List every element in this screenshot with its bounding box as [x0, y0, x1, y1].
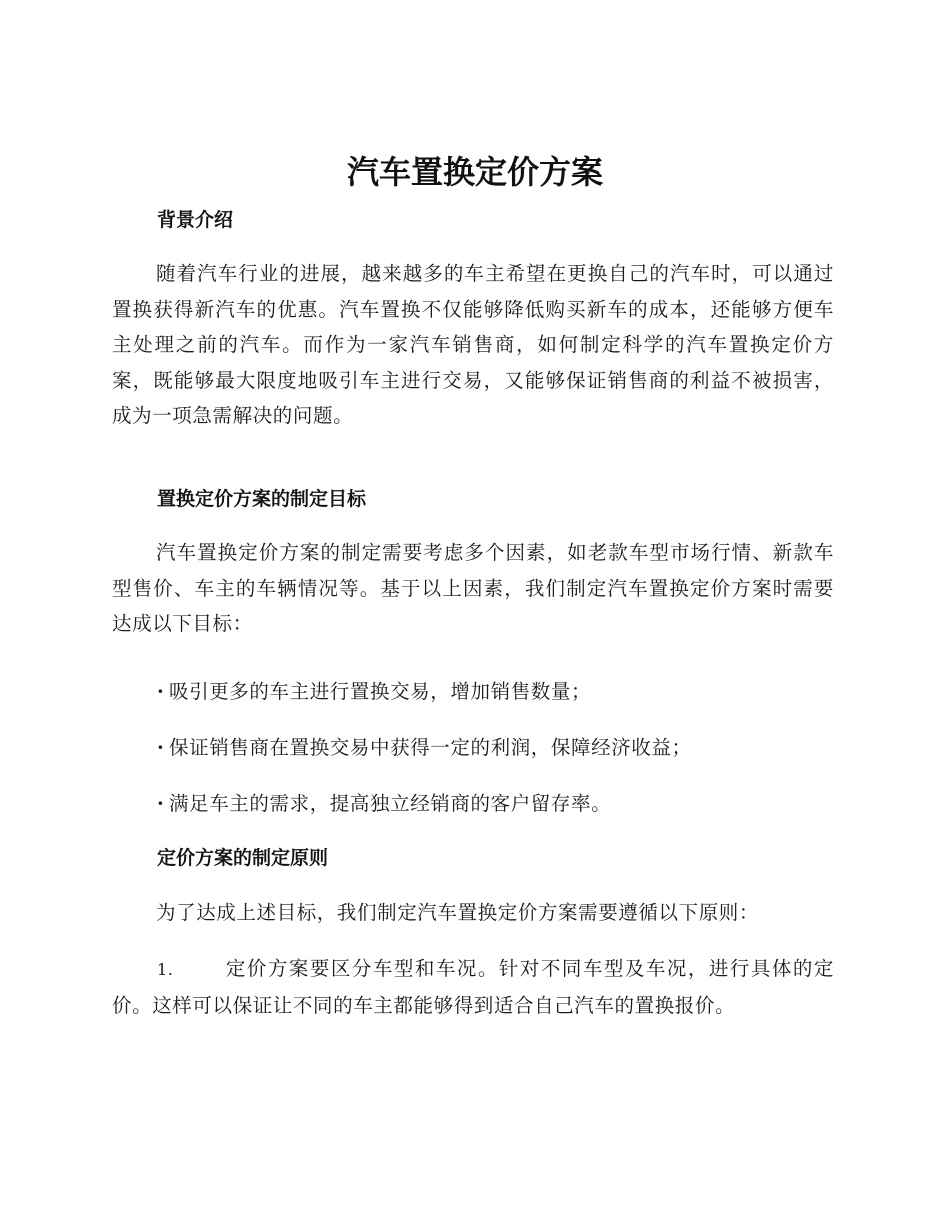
goal-bullet-item — [157, 733, 837, 763]
principle-numbered-item — [112, 951, 834, 1023]
bullet-dot: · — [157, 736, 165, 759]
principle-number: 1. — [157, 960, 174, 979]
goal-bullet-text: 吸引更多的车主进行置换交易，增加销售数量； — [169, 680, 592, 703]
goal-bullet-item — [157, 677, 837, 707]
document-title: 汽车置换定价方案 — [346, 153, 603, 191]
section-heading-principles: 定价方案的制定原则 — [157, 847, 329, 869]
goal-bullet-text: 满足车主的需求，提高独立经销商的客户留存率。 — [169, 792, 612, 815]
bullet-dot: · — [157, 792, 165, 815]
principle-text: 定价方案要区分车型和车况。针对不同车型及车况，进行具体的定价。这样可以保证让不同的车主都能够得到适合自己汽车的置换报价。 — [112, 957, 834, 1017]
goals-paragraph: 汽车置换定价方案的制定需要考虑多个因素，如老款车型市场行情、新款车型售价、车主的车辆情况等。基于以上因素，我们制定汽车置换定价方案时需要达成以下目标： — [112, 541, 834, 635]
background-paragraph: 随着汽车行业的进展，越来越多的车主希望在更换自己的汽车时，可以通过置换获得新汽车的优惠。汽车置换不仅能够降低购买新车的成本，还能够方便车主处理之前的汽车。而作为一家汽车销售商，如何制定科学的汽车置换定价方案，既能够最大限度地吸引车主进行交易，又能够保证销售商的利益不被损害，成为一项急需解决的问题。 — [112, 262, 834, 427]
section-heading-goals: 置换定价方案的制定目标 — [157, 488, 367, 510]
section-heading-background: 背景介绍 — [157, 209, 234, 231]
bullet-dot: · — [157, 680, 165, 703]
goal-bullet-text: 保证销售商在置换交易中获得一定的利润，保障经济收益； — [169, 736, 692, 759]
goal-bullet-item — [157, 789, 837, 819]
principles-paragraph: 为了达成上述目标，我们制定汽车置换定价方案需要遵循以下原则： — [156, 901, 760, 924]
